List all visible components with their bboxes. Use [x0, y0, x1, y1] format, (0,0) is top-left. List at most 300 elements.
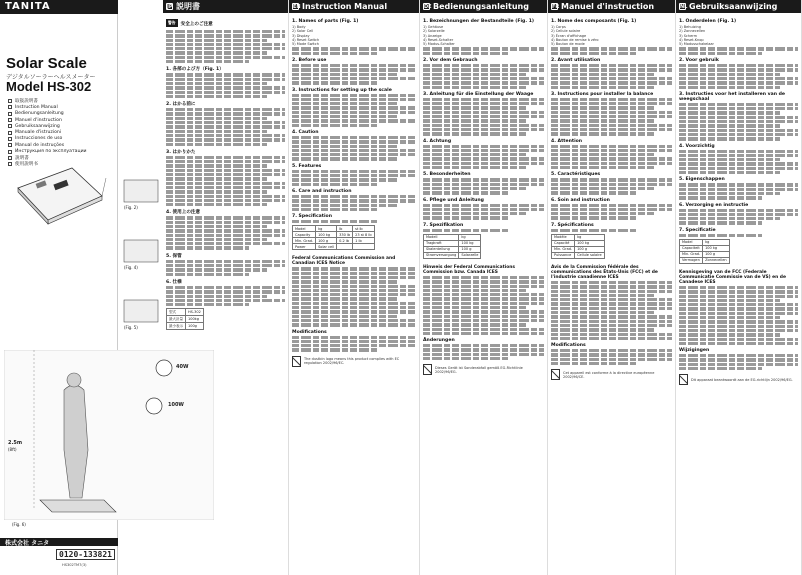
body-text-line — [292, 68, 416, 71]
body-text-line — [679, 192, 780, 195]
body-text-line — [292, 199, 416, 202]
parts-list-item: 1) Body — [292, 25, 306, 29]
spec-cell: HS-302 — [186, 309, 204, 316]
spec-cell: 100 kg — [703, 245, 730, 251]
body-text-line — [679, 217, 780, 220]
body-text-line — [292, 280, 397, 283]
section-heading: 5. Besonderheiten — [423, 172, 471, 178]
spec-cell: 100 g — [316, 238, 337, 244]
spec-cell: lb — [337, 226, 353, 232]
body-text-line — [551, 298, 672, 301]
body-text-line — [292, 47, 416, 50]
section-heading: 5. Eigenschappen — [679, 177, 725, 183]
body-text-line — [292, 157, 397, 160]
body-text-line — [166, 238, 267, 241]
body-text-line — [423, 128, 544, 131]
body-text-line — [423, 280, 544, 283]
body-text-line — [679, 234, 762, 237]
leader-line — [102, 178, 106, 196]
column-title: Gebruiksaanwijzing — [689, 2, 778, 11]
body-text-line — [423, 289, 526, 292]
spec-cell: 最大計量 — [167, 316, 186, 323]
body-text-line — [551, 324, 672, 327]
body-text-line — [551, 68, 672, 71]
body-text-line — [679, 329, 798, 332]
body-text-line — [679, 320, 798, 323]
body-text-line — [551, 349, 672, 352]
distance-label: 2.5m — [8, 440, 23, 446]
spec-cell: kg — [575, 234, 605, 240]
parts-list-item: 3) Anzeige — [423, 33, 442, 38]
body-text-line — [551, 145, 672, 148]
parts-list-item: 2) Cellule solaire — [551, 29, 581, 34]
body-text-line — [166, 268, 267, 271]
body-text-line — [551, 52, 636, 55]
fig-4-label: (Fig. 4) — [124, 265, 138, 270]
section-heading: 3. Instructions for setting up the scale — [292, 87, 392, 93]
model-number: Model HS-302 — [6, 79, 92, 94]
body-text-line — [166, 117, 267, 120]
body-text-line — [679, 325, 798, 328]
checkbox-icon — [8, 118, 12, 122]
body-text-line — [679, 196, 762, 199]
body-text-line — [166, 186, 285, 189]
support-phone: 0120-133821 — [56, 549, 115, 560]
body-text-line — [679, 116, 798, 119]
body-text-line — [166, 134, 285, 137]
body-text-line — [292, 285, 416, 288]
body-text-line — [551, 208, 672, 211]
body-text-line — [551, 73, 654, 76]
body-text-line — [551, 178, 672, 181]
lamp-40w-label: 40W — [176, 364, 189, 370]
body-text-line — [292, 340, 416, 343]
section-heading: 安全上のご注意 — [180, 22, 213, 27]
body-text-line — [423, 52, 508, 55]
body-text-line — [166, 121, 285, 124]
body-text-line — [679, 133, 798, 136]
body-text-line — [292, 178, 397, 181]
body-text-line — [292, 52, 379, 55]
body-text-line — [292, 220, 379, 223]
body-text-line — [292, 149, 416, 152]
body-text-line — [292, 102, 397, 105]
checkbox-icon — [8, 99, 12, 103]
spec-cell: 100 g — [575, 246, 605, 252]
body-text-line — [166, 164, 267, 167]
body-text-line — [166, 234, 285, 237]
body-text-line — [679, 367, 762, 370]
section-heading: 2. Voor gebruik — [679, 58, 719, 64]
section-heading: 1. Nome des composants (Fig. 1) — [551, 19, 637, 24]
body-text-line — [679, 137, 780, 140]
spec-cell: 100 g — [703, 251, 730, 257]
body-text-line — [679, 307, 798, 310]
section-heading: 5. Features — [292, 163, 322, 169]
person-silhouette — [64, 385, 88, 498]
body-text-line — [423, 297, 544, 300]
body-text-line — [551, 353, 672, 356]
brand-logo: TANITA — [5, 1, 51, 12]
specification-table — [166, 308, 204, 330]
body-text-line — [423, 64, 544, 67]
body-text-line — [423, 86, 526, 89]
column-jp — [163, 0, 289, 575]
section-heading: 6. 仕様 — [166, 279, 182, 285]
body-text-line — [166, 177, 267, 180]
body-text-line — [166, 39, 267, 42]
spec-cell: Zonnecellen — [703, 257, 730, 263]
body-text-line — [292, 289, 416, 292]
body-text-line — [679, 183, 798, 186]
spec-cell: Capaciteit — [680, 245, 703, 251]
body-text-line — [423, 115, 544, 118]
section-heading: 7. Spécifications — [551, 222, 594, 228]
body-text-line — [423, 162, 544, 165]
product-title: Solar Scale — [6, 55, 87, 72]
checkbox-icon — [8, 124, 12, 128]
body-text-line — [423, 153, 526, 156]
body-text-line — [166, 303, 249, 306]
body-text-line — [166, 221, 285, 224]
book-icon: NL — [680, 4, 688, 10]
section-heading: 5. 保管 — [166, 253, 182, 259]
body-text-line — [423, 102, 544, 105]
body-text-line — [423, 178, 544, 181]
weee-notice — [423, 364, 544, 375]
body-text-line — [679, 103, 798, 106]
body-text-line — [292, 174, 416, 177]
spec-cell: 100 kg — [459, 240, 481, 246]
body-text-line — [423, 319, 544, 322]
body-text-line — [292, 115, 397, 118]
distance-label-ft: (8ft) — [8, 447, 17, 452]
body-text-line — [551, 166, 654, 169]
lamp-100w-icon — [146, 398, 162, 414]
section-heading: 1. Names of parts (Fig. 1) — [292, 19, 359, 24]
body-text-line — [423, 328, 544, 331]
body-text-line — [166, 56, 285, 59]
body-text-line — [551, 311, 654, 314]
column-nl — [676, 0, 802, 575]
column-title: 説明書 — [176, 2, 200, 11]
body-text-line — [679, 167, 798, 170]
body-text-line — [423, 208, 544, 211]
body-text-line — [551, 285, 672, 288]
body-text-line — [423, 68, 544, 71]
scale-on-floor — [40, 500, 116, 512]
body-text-line — [166, 160, 285, 163]
body-text-line — [679, 316, 780, 319]
column-body — [163, 13, 288, 330]
body-text-line — [292, 344, 416, 347]
fcc-heading: Kennisgeving van de FCC (Federale Communicatie Commissie van de VS) en de Canadese ICES — [679, 269, 786, 285]
body-text-line — [292, 77, 416, 80]
body-text-line — [423, 149, 544, 152]
spec-cell — [337, 244, 353, 250]
body-text-line — [679, 303, 798, 306]
body-text-line — [166, 264, 285, 267]
body-text-line — [551, 281, 672, 284]
spec-cell: Capacité — [552, 240, 575, 246]
body-text-line — [292, 204, 397, 207]
spec-cell: Tragkraft — [424, 240, 459, 246]
body-text-line — [551, 315, 672, 318]
body-text-line — [679, 107, 798, 110]
spec-cell: 23 st 8 lb — [353, 232, 374, 238]
column-header — [420, 0, 547, 13]
body-text-line — [423, 98, 544, 101]
weee-notice — [679, 374, 798, 385]
body-text-line — [423, 315, 544, 318]
body-text-line — [551, 77, 672, 80]
checkbox-icon — [8, 137, 12, 141]
language-label: Инструкция по эксплуатации — [15, 149, 87, 155]
spec-row — [552, 252, 605, 258]
parts-list-item: 4) Reset Switch — [292, 37, 320, 42]
checkbox-icon — [8, 131, 12, 135]
language-label: 說明書 — [15, 155, 29, 161]
column-header — [289, 0, 419, 13]
body-text-line — [679, 358, 798, 361]
body-text-line — [679, 129, 798, 132]
body-text-line — [679, 86, 780, 89]
body-text-line — [292, 297, 397, 300]
body-text-line — [166, 229, 285, 232]
body-text-line — [679, 221, 762, 224]
body-text-line — [166, 290, 285, 293]
body-text-line — [166, 199, 285, 202]
body-text-line — [423, 81, 544, 84]
body-text-line — [679, 354, 798, 357]
language-label: Manuale d'istruzioni — [15, 130, 62, 136]
body-text-line — [679, 342, 798, 345]
column-body — [420, 13, 547, 375]
person-head — [67, 373, 81, 387]
crossed-bin-icon — [679, 374, 688, 385]
book-icon: DE — [424, 4, 432, 10]
body-text-line — [551, 102, 672, 105]
section-heading: 4. Voorzichtig — [679, 143, 715, 149]
fcc-heading: Federal Communications Commission and Canadian ICES Notice — [292, 256, 396, 267]
checkbox-icon — [8, 105, 12, 109]
section-heading: 5. Caractéristiques — [551, 172, 601, 178]
body-text-line — [679, 150, 798, 153]
checkbox-icon — [8, 143, 12, 147]
parts-list-item: 5) Bouton de mode — [551, 42, 585, 47]
spec-cell: 100 kg — [575, 240, 605, 246]
section-heading: 6. Verzorging en instructie — [679, 202, 749, 208]
parts-list-item: 5) Mode Switch — [292, 42, 319, 47]
spec-cell: st lb — [353, 226, 374, 232]
section-heading: 2. Vor dem Gebrauch — [423, 58, 478, 64]
section-heading: 4. Attention — [551, 138, 583, 144]
body-text-line — [679, 286, 798, 289]
body-text-line — [679, 68, 798, 71]
section-heading: 6. Soin and instruction — [551, 197, 610, 203]
column-body — [676, 13, 801, 385]
body-text-line — [292, 81, 379, 84]
body-text-line — [679, 111, 780, 114]
body-text-line — [166, 225, 267, 228]
spec-cell: 330 lb — [337, 232, 353, 238]
body-text-line — [423, 183, 544, 186]
weee-notice — [292, 356, 416, 367]
body-text-line — [423, 229, 508, 232]
parts-list-item: 1) Behuizing — [679, 25, 701, 29]
parts-list-item: 1) Gehäuse — [423, 25, 444, 29]
body-text-line — [292, 293, 416, 296]
body-text-line — [551, 124, 672, 127]
body-text-line — [551, 212, 654, 215]
body-text-line — [292, 140, 416, 143]
body-text-line — [292, 119, 416, 122]
fig-6-label: (Fig. 6) — [12, 522, 26, 527]
modifications-heading: Modifications — [292, 329, 327, 335]
spec-cell: Vermogen — [680, 257, 703, 263]
spec-cell: 0.2 lb — [337, 238, 353, 244]
spec-cell: Min. Grad. — [680, 251, 703, 257]
body-text-line — [679, 81, 798, 84]
brand-bar — [0, 0, 118, 14]
section-heading: 6. Care and instruction — [292, 188, 352, 194]
body-text-line — [166, 273, 249, 276]
column-fr — [548, 0, 676, 575]
body-text-line — [423, 212, 526, 215]
body-text-line — [679, 338, 798, 341]
body-text-line — [423, 166, 526, 169]
body-text-line — [423, 344, 544, 347]
spec-cell: kg — [316, 226, 337, 232]
body-text-line — [292, 136, 416, 139]
body-text-line — [166, 190, 267, 193]
body-text-line — [292, 323, 416, 326]
body-text-line — [166, 182, 285, 185]
body-text-line — [423, 276, 544, 279]
body-text-line — [292, 170, 416, 173]
parts-list-item: 1) Corps — [551, 25, 566, 29]
spec-cell: 100g — [186, 323, 204, 330]
body-text-line — [423, 145, 544, 148]
body-text-line — [679, 312, 798, 315]
column-header — [676, 0, 801, 13]
weee-text: Dieses Gerät ist Sonderabfall gemäß EG-Richtlinie 2002/96/EG. — [435, 365, 523, 374]
section-heading: 2. はかる前に — [166, 102, 196, 108]
crossed-bin-icon — [551, 369, 560, 380]
column-title: Instruction Manual — [302, 2, 388, 11]
body-text-line — [551, 333, 672, 336]
parts-list-item: 2) Zonnecellen — [679, 29, 706, 34]
lamp-100w-label: 100W — [168, 402, 184, 408]
language-label: Gebruiksaanwijzing — [15, 123, 60, 129]
body-text-line — [166, 242, 285, 245]
body-text-line — [292, 336, 416, 339]
body-text-line — [423, 187, 526, 190]
spec-row — [167, 309, 204, 316]
body-text-line — [292, 267, 416, 270]
parts-list-item: 2) Solar Cell — [292, 29, 314, 34]
specification-table — [292, 225, 375, 250]
body-text-line — [423, 353, 544, 356]
spec-cell: 最小表示 — [167, 323, 186, 330]
book-icon: FR — [552, 4, 560, 10]
body-text-line — [679, 188, 798, 191]
spec-cell — [353, 244, 374, 250]
body-text-line — [423, 357, 508, 360]
body-text-line — [679, 162, 798, 165]
language-label: 使用說明书 — [15, 162, 38, 168]
spec-cell: Capacity — [293, 232, 316, 238]
body-text-line — [166, 295, 267, 298]
body-text-line — [166, 86, 285, 89]
body-text-line — [166, 47, 285, 50]
body-text-line — [551, 162, 672, 165]
body-text-line — [551, 187, 654, 190]
body-text-line — [551, 106, 654, 109]
body-text-line — [166, 156, 285, 159]
spec-row — [424, 252, 481, 258]
body-text-line — [292, 145, 397, 148]
footer-brand: 株式会社 タニタ — [5, 540, 50, 547]
body-text-line — [166, 51, 267, 54]
body-text-line — [292, 73, 397, 76]
body-text-line — [166, 95, 267, 98]
section-heading: 6. Pflege und Anleitung — [423, 197, 484, 203]
warning-row — [166, 18, 285, 28]
spec-cell: Min. Grad. — [552, 246, 575, 252]
body-text-line — [551, 204, 672, 207]
spec-cell: Skalenteilung — [424, 246, 459, 252]
body-text-line — [551, 358, 672, 361]
body-text-line — [423, 77, 544, 80]
body-text-line — [423, 111, 544, 114]
section-heading: 2. Before use — [292, 58, 327, 64]
spec-cell: 1 lb — [353, 238, 374, 244]
spec-row — [680, 257, 730, 263]
scale-illustration — [10, 148, 108, 238]
column-de — [420, 0, 548, 575]
body-text-line — [292, 98, 416, 101]
spec-cell: kg — [459, 234, 481, 240]
body-text-line — [292, 348, 379, 351]
body-text-line — [166, 82, 267, 85]
body-text-line — [679, 124, 780, 127]
spec-row — [293, 244, 375, 250]
column-body — [289, 13, 419, 367]
section-heading: 3. Instructies voor het installeren van de weegschaal — [679, 91, 786, 102]
book-icon: JP — [167, 4, 173, 10]
checkbox-icon — [8, 112, 12, 116]
document-code: HS302TM7(3) — [62, 563, 87, 567]
parts-list-item: 4) Bouton de remise à zéro — [551, 37, 599, 42]
spec-cell: kg — [703, 239, 730, 245]
body-text-line — [166, 130, 267, 133]
specification-table — [551, 234, 605, 259]
column-title: Bedienungsanleitung — [433, 2, 529, 11]
section-heading: 4. 使用上の注意 — [166, 210, 201, 216]
spec-cell: Model — [293, 226, 316, 232]
body-text-line — [166, 60, 249, 63]
body-text-line — [551, 191, 636, 194]
body-text-line — [551, 229, 636, 232]
body-text-line — [292, 276, 416, 279]
weee-text: Cet appareil est conforme à la directive européenne 2002/96/CE. — [563, 370, 655, 379]
section-heading: 7. Spezifikation — [423, 222, 464, 228]
body-text-line — [551, 98, 672, 101]
body-text-line — [551, 81, 672, 84]
body-text-line — [423, 310, 544, 313]
body-text-line — [551, 216, 636, 219]
